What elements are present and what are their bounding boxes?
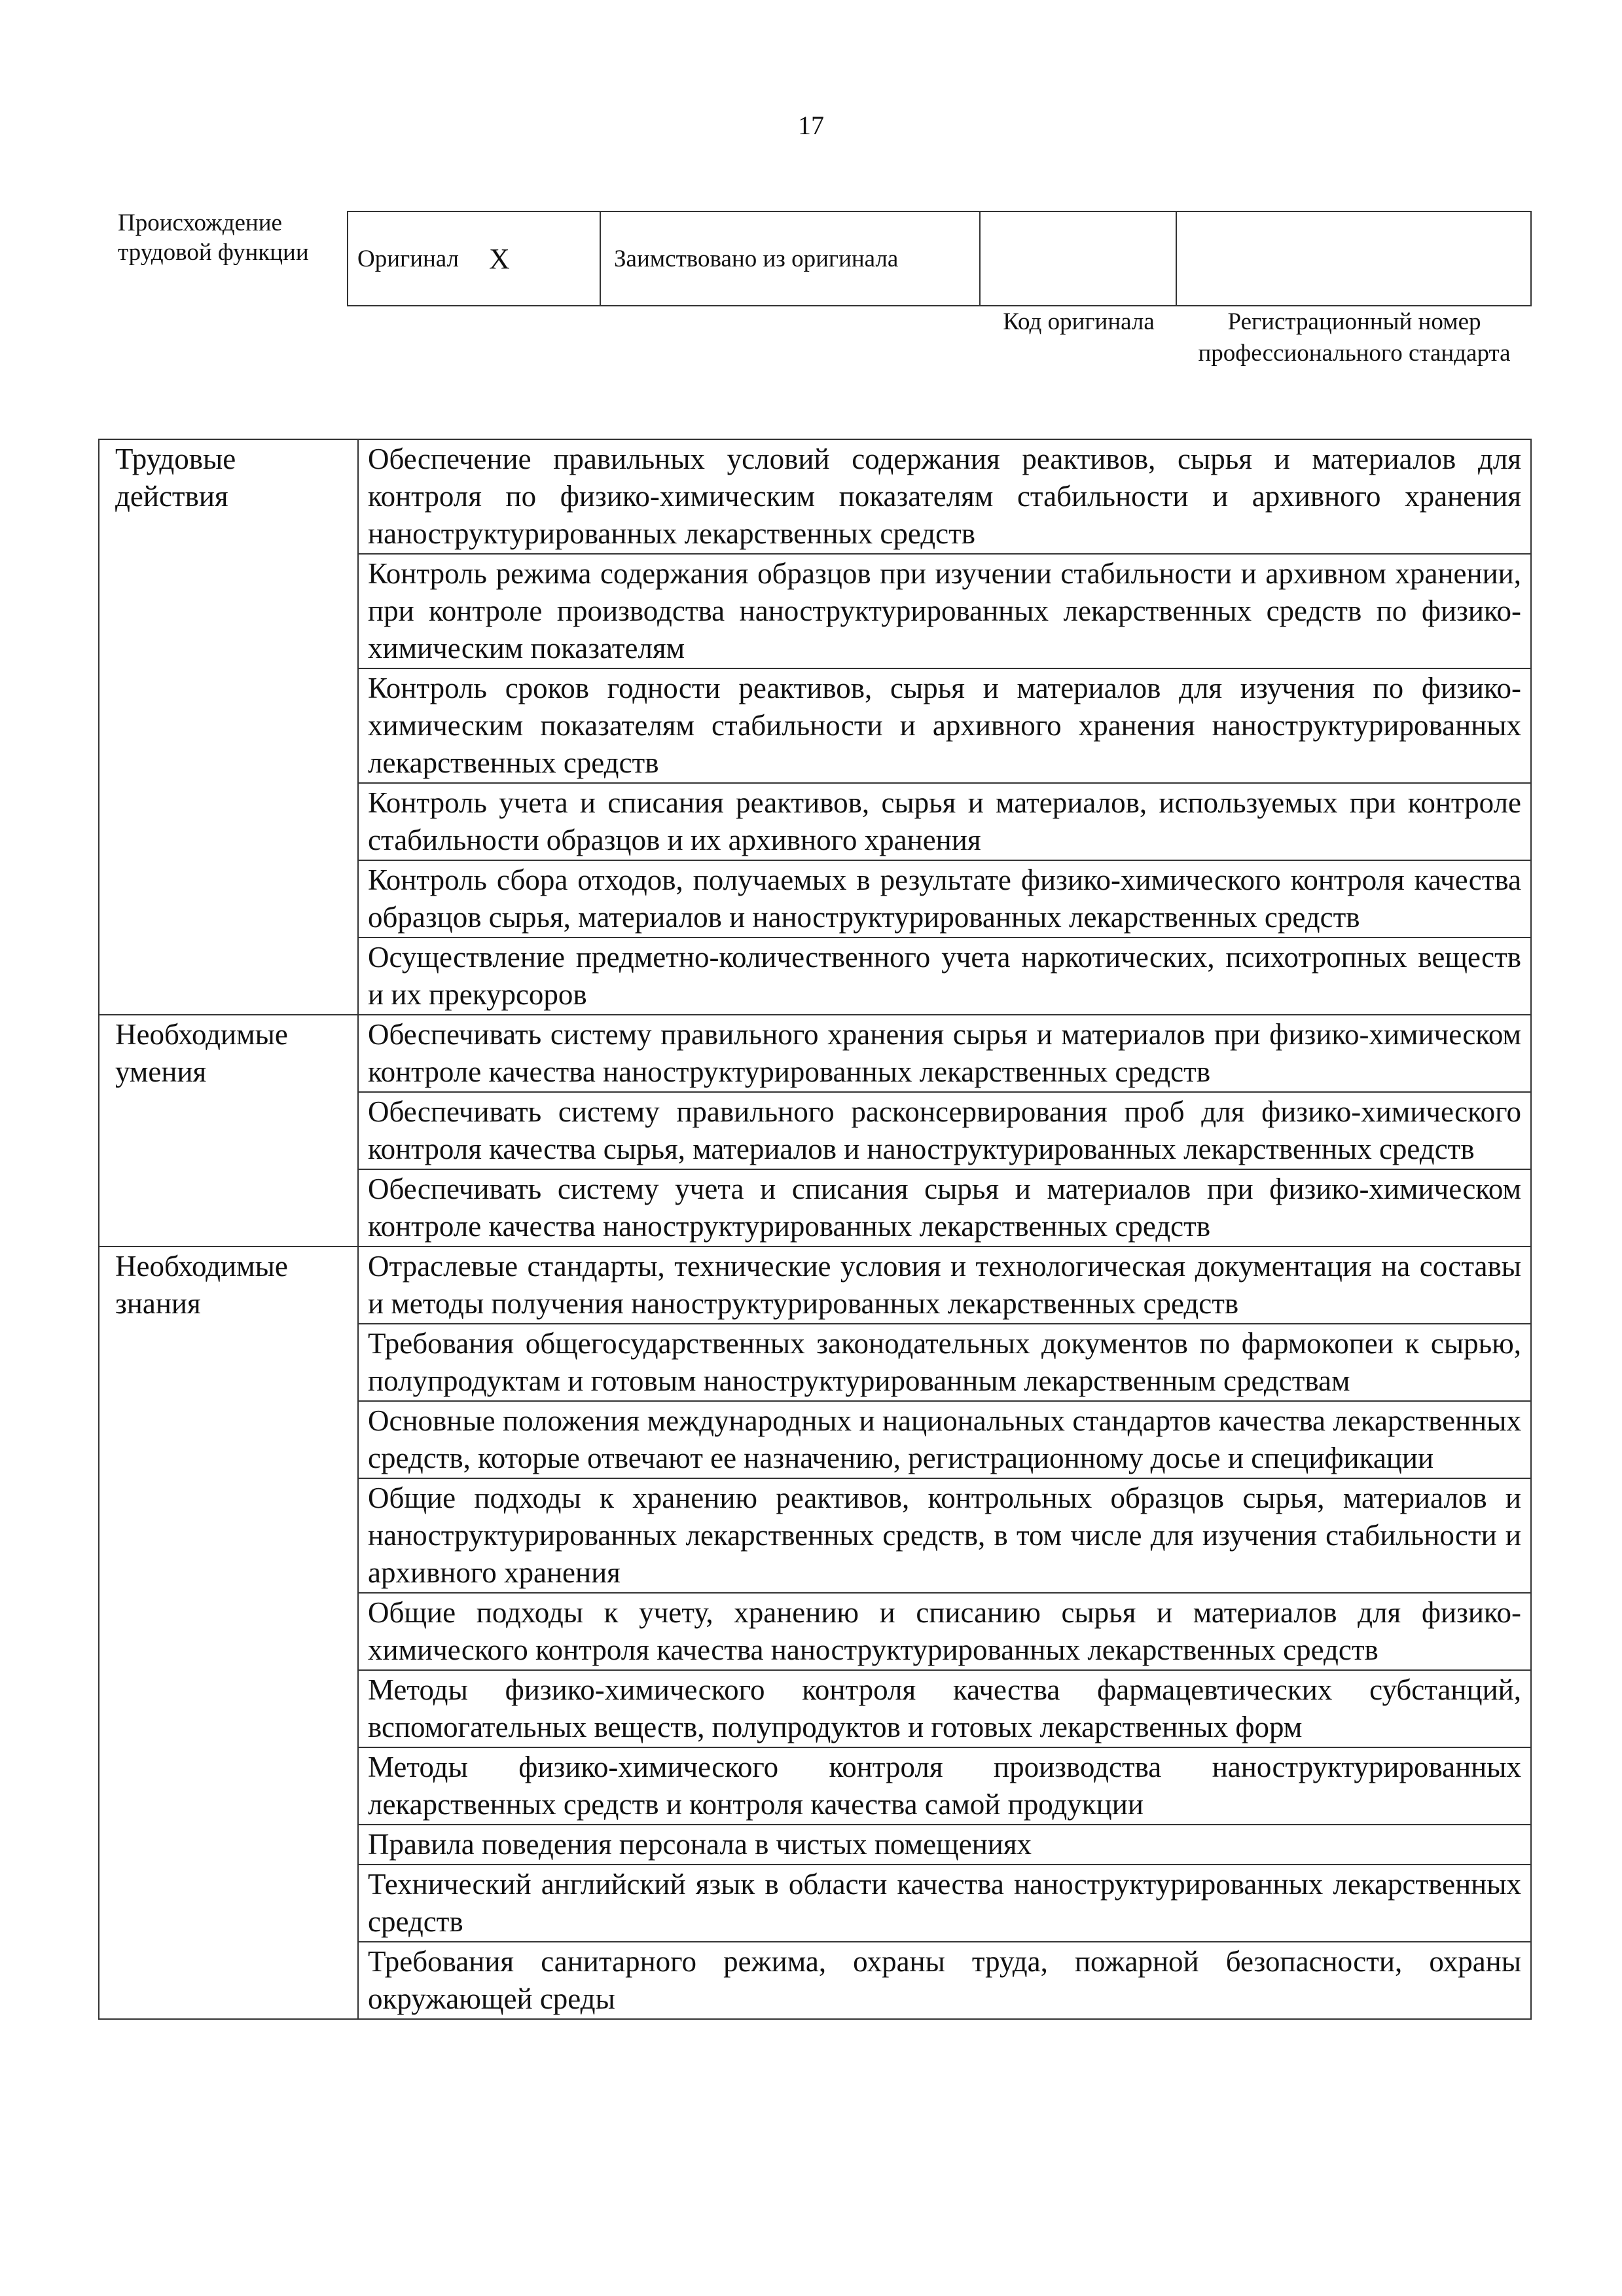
section-item: Контроль режима содержания образцов при изучении стабильности и архивном хранении, при контроле производства наноструктурированных лекарственных средств по физико-химическим показателям [358,554,1531,668]
section-item: Методы физико-химического контроля качества фармацевтических субстанций, вспомогательных веществ, полупродуктов и готовых лекарственных форм [358,1670,1531,1747]
functions-table [98,439,1532,2020]
original-cell [347,212,601,305]
section-item: Технический английский язык в области качества наноструктурированных лекарственных средств [358,1865,1531,1942]
section-item: Обеспечивать систему правильного хранения сырья и материалов при физико-химическом контроле качества наноструктурированных лекарственных средств [358,1015,1531,1092]
borrowed-label: Заимствовано из оригинала [614,245,899,272]
section-title: Необходимые знания [99,1247,358,2019]
section-item: Требования санитарного режима, охраны труда, пожарной безопасности, охраны окружающей среды [358,1942,1531,2019]
borrowed-cell [601,212,981,305]
section-item: Контроль сроков годности реактивов, сырья и материалов для изучения по физико-химическим показателям стабильности и архивного хранения наноструктурированных лекарственных средств [358,668,1531,783]
original-mark: X [489,242,510,275]
section-item: Осуществление предметно-количественного учета наркотических, психотропных веществ и их прекурсоров [358,938,1531,1015]
reg-number-cell [1177,212,1532,305]
table-row [99,1015,1531,1092]
section-item: Общие подходы к хранению реактивов, контрольных образцов сырья, материалов и наноструктурированных лекарственных средств, в том числе для изучения стабильности и архивного хранения [358,1478,1531,1593]
code-cell [981,212,1177,305]
section-item: Контроль учета и списания реактивов, сырья и материалов, используемых при контроле стабильности образцов и их архивного хранения [358,783,1531,860]
section-item: Отраслевые стандарты, технические условия и технологическая документация на составы и методы получения наноструктурированных лекарственных средств [358,1247,1531,1324]
section-title: Трудовые действия [99,439,358,1015]
section-item: Правила поведения персонала в чистых помещениях [358,1825,1531,1865]
origin-box [347,211,1532,306]
section-item: Методы физико-химического контроля производства наноструктурированных лекарственных средств и контроля качества самой продукции [358,1747,1531,1825]
table-row [99,1247,1531,1324]
section-item: Обеспечивать систему учета и списания сырья и материалов при физико-химическом контроле качества наноструктурированных лекарственных средств [358,1169,1531,1247]
section-item: Основные положения международных и национальных стандартов качества лекарственных средств, которые отвечают ее назначению, регистрационному досье и спецификации [358,1401,1531,1478]
origin-label: Происхождение трудовой функции [118,210,309,266]
section-title: Необходимые умения [99,1015,358,1247]
table-row [99,439,1531,554]
section-item: Требования общегосударственных законодательных документов по фармокопеи к сырью, полупродуктам и готовым наноструктурированным лекарственным средствам [358,1324,1531,1401]
reg-number-caption: Регистрационный номер профессионального стандарта [1198,308,1511,367]
section-item: Обеспечивать систему правильного расконсервирования проб для физико-химического контроля качества сырья, материалов и наноструктурированных лекарственных средств [358,1092,1531,1169]
section-item: Обеспечение правильных условий содержания реактивов, сырья и материалов для контроля по физико-химическим показателям стабильности и архивного хранения наноструктурированных лекарственных средств [358,439,1531,554]
original-label: Оригинал [357,245,460,272]
section-item: Общие подходы к учету, хранению и списанию сырья и материалов для физико-химического контроля качества наноструктурированных лекарственных средств [358,1593,1531,1670]
section-item: Контроль сбора отходов, получаемых в результате физико-химического контроля качества образцов сырья, материалов и наноструктурированных лекарственных средств [358,860,1531,938]
page-number: 17 [798,111,824,140]
code-caption: Код оригинала [1003,308,1155,335]
